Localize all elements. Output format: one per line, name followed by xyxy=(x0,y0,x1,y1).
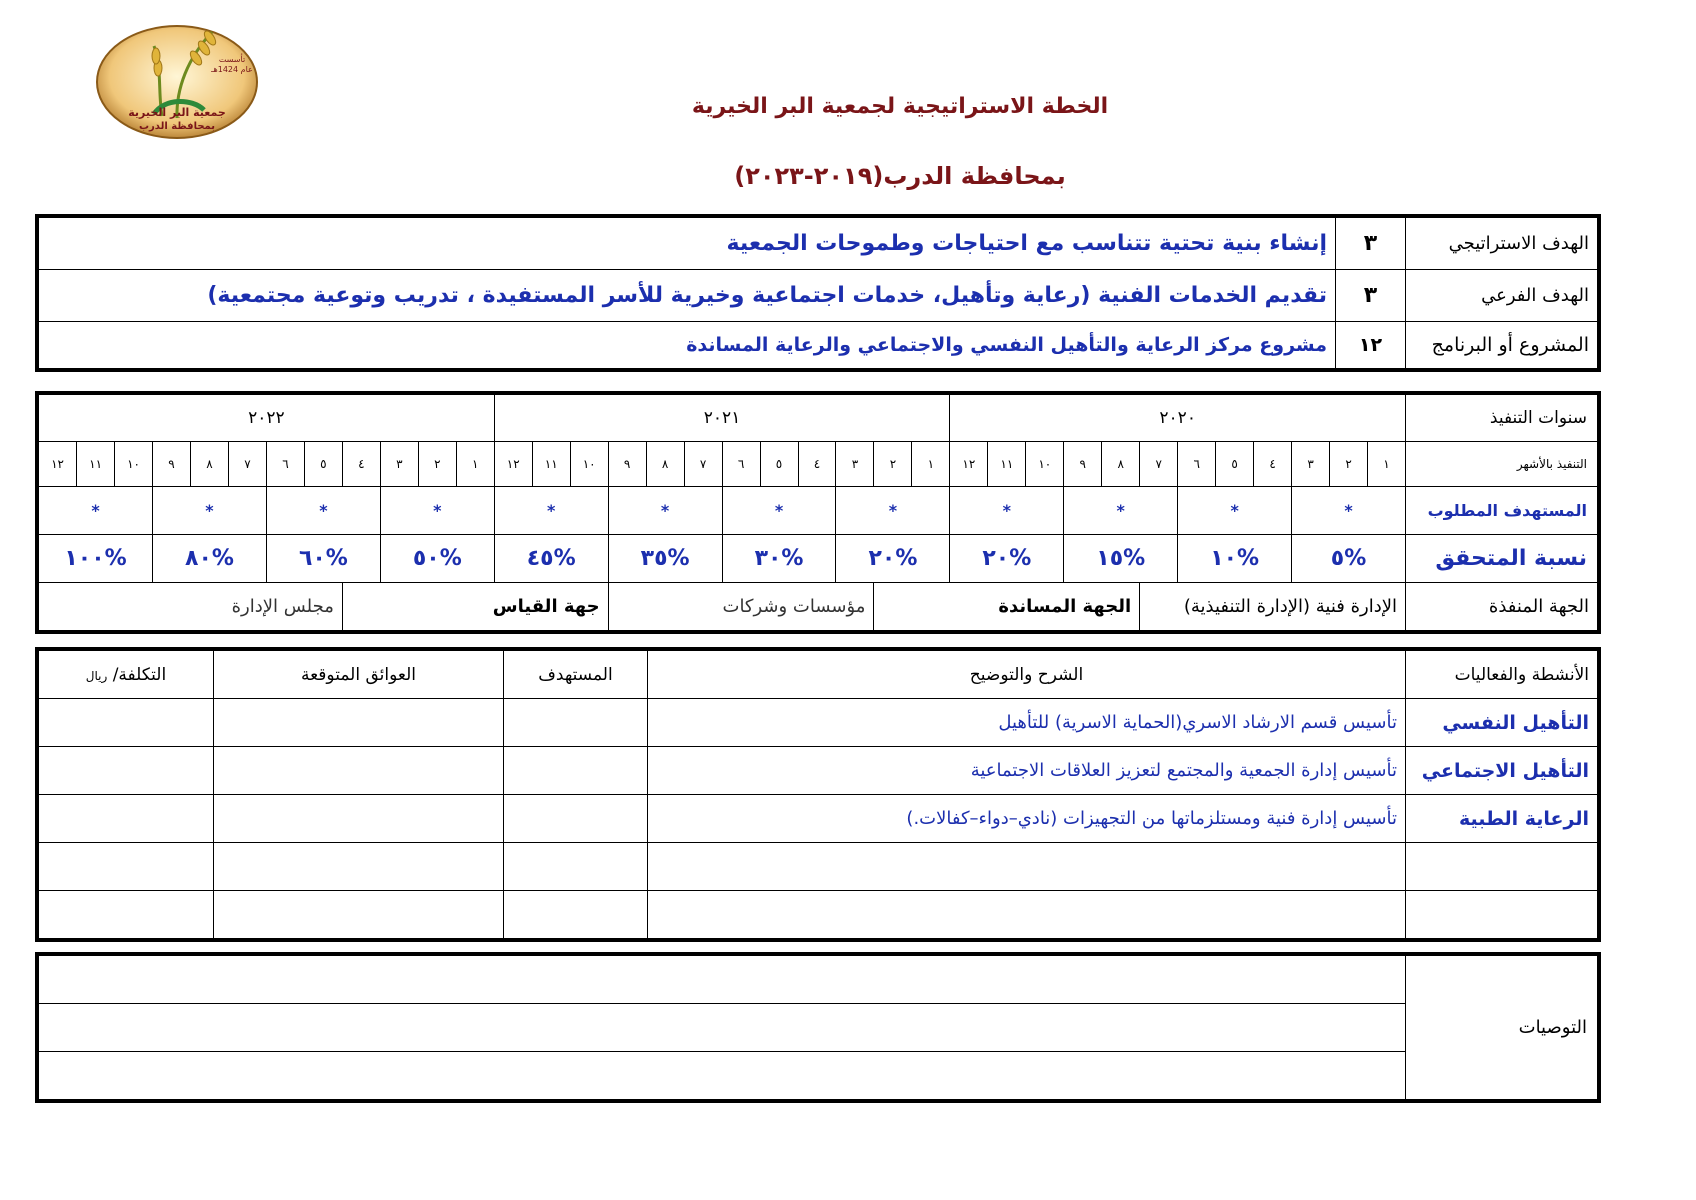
activity-cost xyxy=(39,843,214,891)
month-cell: ١٢ xyxy=(494,442,532,487)
achieved-cell: %٤٥ xyxy=(494,535,608,583)
activity-cost xyxy=(39,699,214,747)
achieved-cell: %١٥ xyxy=(1064,535,1178,583)
page-subtitle: بمحافظة الدرب(٢٠١٩-٢٠٢٣) xyxy=(734,162,1066,190)
activities-header: الأنشطة والفعاليات xyxy=(1406,651,1598,699)
measure-value: مجلس الإدارة xyxy=(39,583,343,631)
support-label: الجهة المساندة xyxy=(874,583,1140,631)
months-label: التنفيذ بالأشهر xyxy=(1406,442,1598,487)
month-cell: ٦ xyxy=(1178,442,1216,487)
activity-name xyxy=(1406,891,1598,939)
recommendations-table xyxy=(38,955,1598,1100)
month-cell: ٦ xyxy=(722,442,760,487)
project-label: المشروع أو البرنامج xyxy=(1406,322,1598,369)
achieved-cell: %٨٠ xyxy=(153,535,267,583)
activities-header-row xyxy=(39,651,1598,699)
achieved-cell: %٢٠ xyxy=(836,535,950,583)
table-row xyxy=(39,891,1598,939)
activity-name xyxy=(1406,843,1598,891)
svg-text:عام 1424هـ: عام 1424هـ xyxy=(211,65,253,74)
goals-table xyxy=(38,217,1598,369)
recommendation-line xyxy=(39,1004,1406,1052)
activity-obstacles xyxy=(214,699,504,747)
month-cell: ٧ xyxy=(228,442,266,487)
sub-goal-label: الهدف الفرعي xyxy=(1406,270,1598,322)
achieved-cell: %٢٠ xyxy=(950,535,1064,583)
years-label: سنوات التنفيذ xyxy=(1406,395,1598,442)
month-cell: ١١ xyxy=(532,442,570,487)
activity-obstacles xyxy=(214,795,504,843)
month-cell: ٦ xyxy=(266,442,304,487)
measure-label: جهة القياس xyxy=(342,583,608,631)
activity-explanation xyxy=(648,891,1406,939)
page-title: الخطة الاستراتيجية لجمعية البر الخيرية xyxy=(691,94,1109,119)
target-header: المستهدف xyxy=(504,651,648,699)
activity-cost xyxy=(39,795,214,843)
strategic-goal-label: الهدف الاستراتيجي xyxy=(1406,218,1598,270)
achieved-row xyxy=(39,535,1598,583)
month-cell: ١٢ xyxy=(950,442,988,487)
activity-explanation xyxy=(648,843,1406,891)
month-cell: ٩ xyxy=(153,442,191,487)
month-cell: ٤ xyxy=(798,442,836,487)
month-cell: ٤ xyxy=(342,442,380,487)
achieved-cell: %٥ xyxy=(1292,535,1406,583)
target-cell: * xyxy=(153,487,267,535)
month-cell: ٩ xyxy=(1064,442,1102,487)
executor-value: الإدارة فنية (الإدارة التنفيذية) xyxy=(1140,583,1406,631)
table-row xyxy=(39,795,1598,843)
month-cell: ١ xyxy=(456,442,494,487)
target-cell: * xyxy=(1064,487,1178,535)
activity-cost xyxy=(39,891,214,939)
target-cell: * xyxy=(950,487,1064,535)
target-cell: * xyxy=(494,487,608,535)
svg-text:جمعية البر الخيرية: جمعية البر الخيرية xyxy=(128,106,226,119)
target-cell: * xyxy=(836,487,950,535)
years-row xyxy=(39,395,1598,442)
activity-target xyxy=(504,699,648,747)
sub-goal-text: تقديم الخدمات الفنية (رعاية وتأهيل، خدمات اجتماعية وخيرية للأسر المستفيدة ، تدريب وتوعية مجتمعية) xyxy=(39,270,1336,322)
month-cell: ٧ xyxy=(1140,442,1178,487)
year-cell: ٢٠٢٠ xyxy=(950,395,1406,442)
recommendation-line xyxy=(39,1052,1406,1100)
target-cell: * xyxy=(1178,487,1292,535)
activity-target xyxy=(504,843,648,891)
month-cell: ١٢ xyxy=(39,442,77,487)
month-cell: ٣ xyxy=(836,442,874,487)
achieved-cell: %٣٥ xyxy=(608,535,722,583)
month-cell: ٩ xyxy=(608,442,646,487)
target-row xyxy=(39,487,1598,535)
sub-goal-row xyxy=(39,270,1598,322)
target-cell: * xyxy=(39,487,153,535)
achieved-cell: %٣٠ xyxy=(722,535,836,583)
strategic-goal-text: إنشاء بنية تحتية تتناسب مع احتياجات وطموحات الجمعية xyxy=(39,218,1336,270)
sub-goal-number: ٣ xyxy=(1336,270,1406,322)
svg-text:تأسست: تأسست xyxy=(218,55,246,64)
activity-explanation: تأسيس إدارة فنية ومستلزماتها من التجهيزات (نادي–دواء–كفالات.) xyxy=(648,795,1406,843)
target-cell: * xyxy=(608,487,722,535)
month-cell: ٥ xyxy=(1216,442,1254,487)
activity-obstacles xyxy=(214,891,504,939)
activity-cost xyxy=(39,747,214,795)
year-cell: ٢٠٢١ xyxy=(494,395,950,442)
month-cell: ٥ xyxy=(760,442,798,487)
activity-name: الرعاية الطبية xyxy=(1406,795,1598,843)
month-cell: ٣ xyxy=(1292,442,1330,487)
strategic-goal-number: ٣ xyxy=(1336,218,1406,270)
achieved-cell: %١٠ xyxy=(1178,535,1292,583)
recommendation-line xyxy=(39,956,1406,1004)
target-label: المستهدف المطلوب xyxy=(1406,487,1598,535)
achieved-cell: %٦٠ xyxy=(266,535,380,583)
target-cell: * xyxy=(1292,487,1406,535)
month-cell: ١ xyxy=(1368,442,1406,487)
month-cell: ٨ xyxy=(191,442,229,487)
obstacles-header: العوائق المتوقعة xyxy=(214,651,504,699)
support-value: مؤسسات وشركات xyxy=(608,583,874,631)
month-cell: ٤ xyxy=(1254,442,1292,487)
month-cell: ١ xyxy=(912,442,950,487)
activity-obstacles xyxy=(214,843,504,891)
project-number: ١٢ xyxy=(1336,322,1406,369)
table-row xyxy=(39,747,1598,795)
month-cell: ٥ xyxy=(304,442,342,487)
months-row xyxy=(39,442,1598,487)
target-cell: * xyxy=(266,487,380,535)
explanation-header: الشرح والتوضيح xyxy=(648,651,1406,699)
activities-table xyxy=(38,650,1598,939)
month-cell: ٢ xyxy=(874,442,912,487)
svg-text:بمحافظة الدرب: بمحافظة الدرب xyxy=(138,121,216,132)
table-row xyxy=(39,699,1598,747)
project-row xyxy=(39,322,1598,369)
schedule-table xyxy=(38,394,1598,631)
activity-explanation: تأسيس قسم الارشاد الاسري(الحماية الاسرية) للتأهيل xyxy=(648,699,1406,747)
recommendations-label: التوصيات xyxy=(1406,956,1598,1100)
target-cell: * xyxy=(380,487,494,535)
activity-obstacles xyxy=(214,747,504,795)
activity-target xyxy=(504,891,648,939)
month-cell: ١٠ xyxy=(1026,442,1064,487)
month-cell: ٨ xyxy=(1102,442,1140,487)
activity-target xyxy=(504,747,648,795)
activity-target xyxy=(504,795,648,843)
month-cell: ١٠ xyxy=(115,442,153,487)
activity-explanation: تأسيس إدارة الجمعية والمجتمع لتعزيز العلاقات الاجتماعية xyxy=(648,747,1406,795)
achieved-label: نسبة المتحقق xyxy=(1406,535,1598,583)
month-cell: ٢ xyxy=(1330,442,1368,487)
association-logo xyxy=(92,18,262,142)
activity-name: التأهيل النفسي xyxy=(1406,699,1598,747)
strategic-goal-row xyxy=(39,218,1598,270)
month-cell: ١٠ xyxy=(570,442,608,487)
project-text: مشروع مركز الرعاية والتأهيل النفسي والاجتماعي والرعاية المساندة xyxy=(39,322,1336,369)
achieved-cell: %٥٠ xyxy=(380,535,494,583)
target-cell: * xyxy=(722,487,836,535)
month-cell: ٣ xyxy=(380,442,418,487)
month-cell: ١١ xyxy=(77,442,115,487)
table-row xyxy=(39,843,1598,891)
activity-name: التأهيل الاجتماعي xyxy=(1406,747,1598,795)
year-cell: ٢٠٢٢ xyxy=(39,395,495,442)
month-cell: ١١ xyxy=(988,442,1026,487)
month-cell: ٢ xyxy=(418,442,456,487)
executor-label: الجهة المنفذة xyxy=(1406,583,1598,631)
month-cell: ٨ xyxy=(646,442,684,487)
month-cell: ٧ xyxy=(684,442,722,487)
achieved-cell: %١٠٠ xyxy=(39,535,153,583)
cost-header: التكلفة/ ريال xyxy=(39,651,214,699)
responsible-parties-row xyxy=(39,583,1598,631)
